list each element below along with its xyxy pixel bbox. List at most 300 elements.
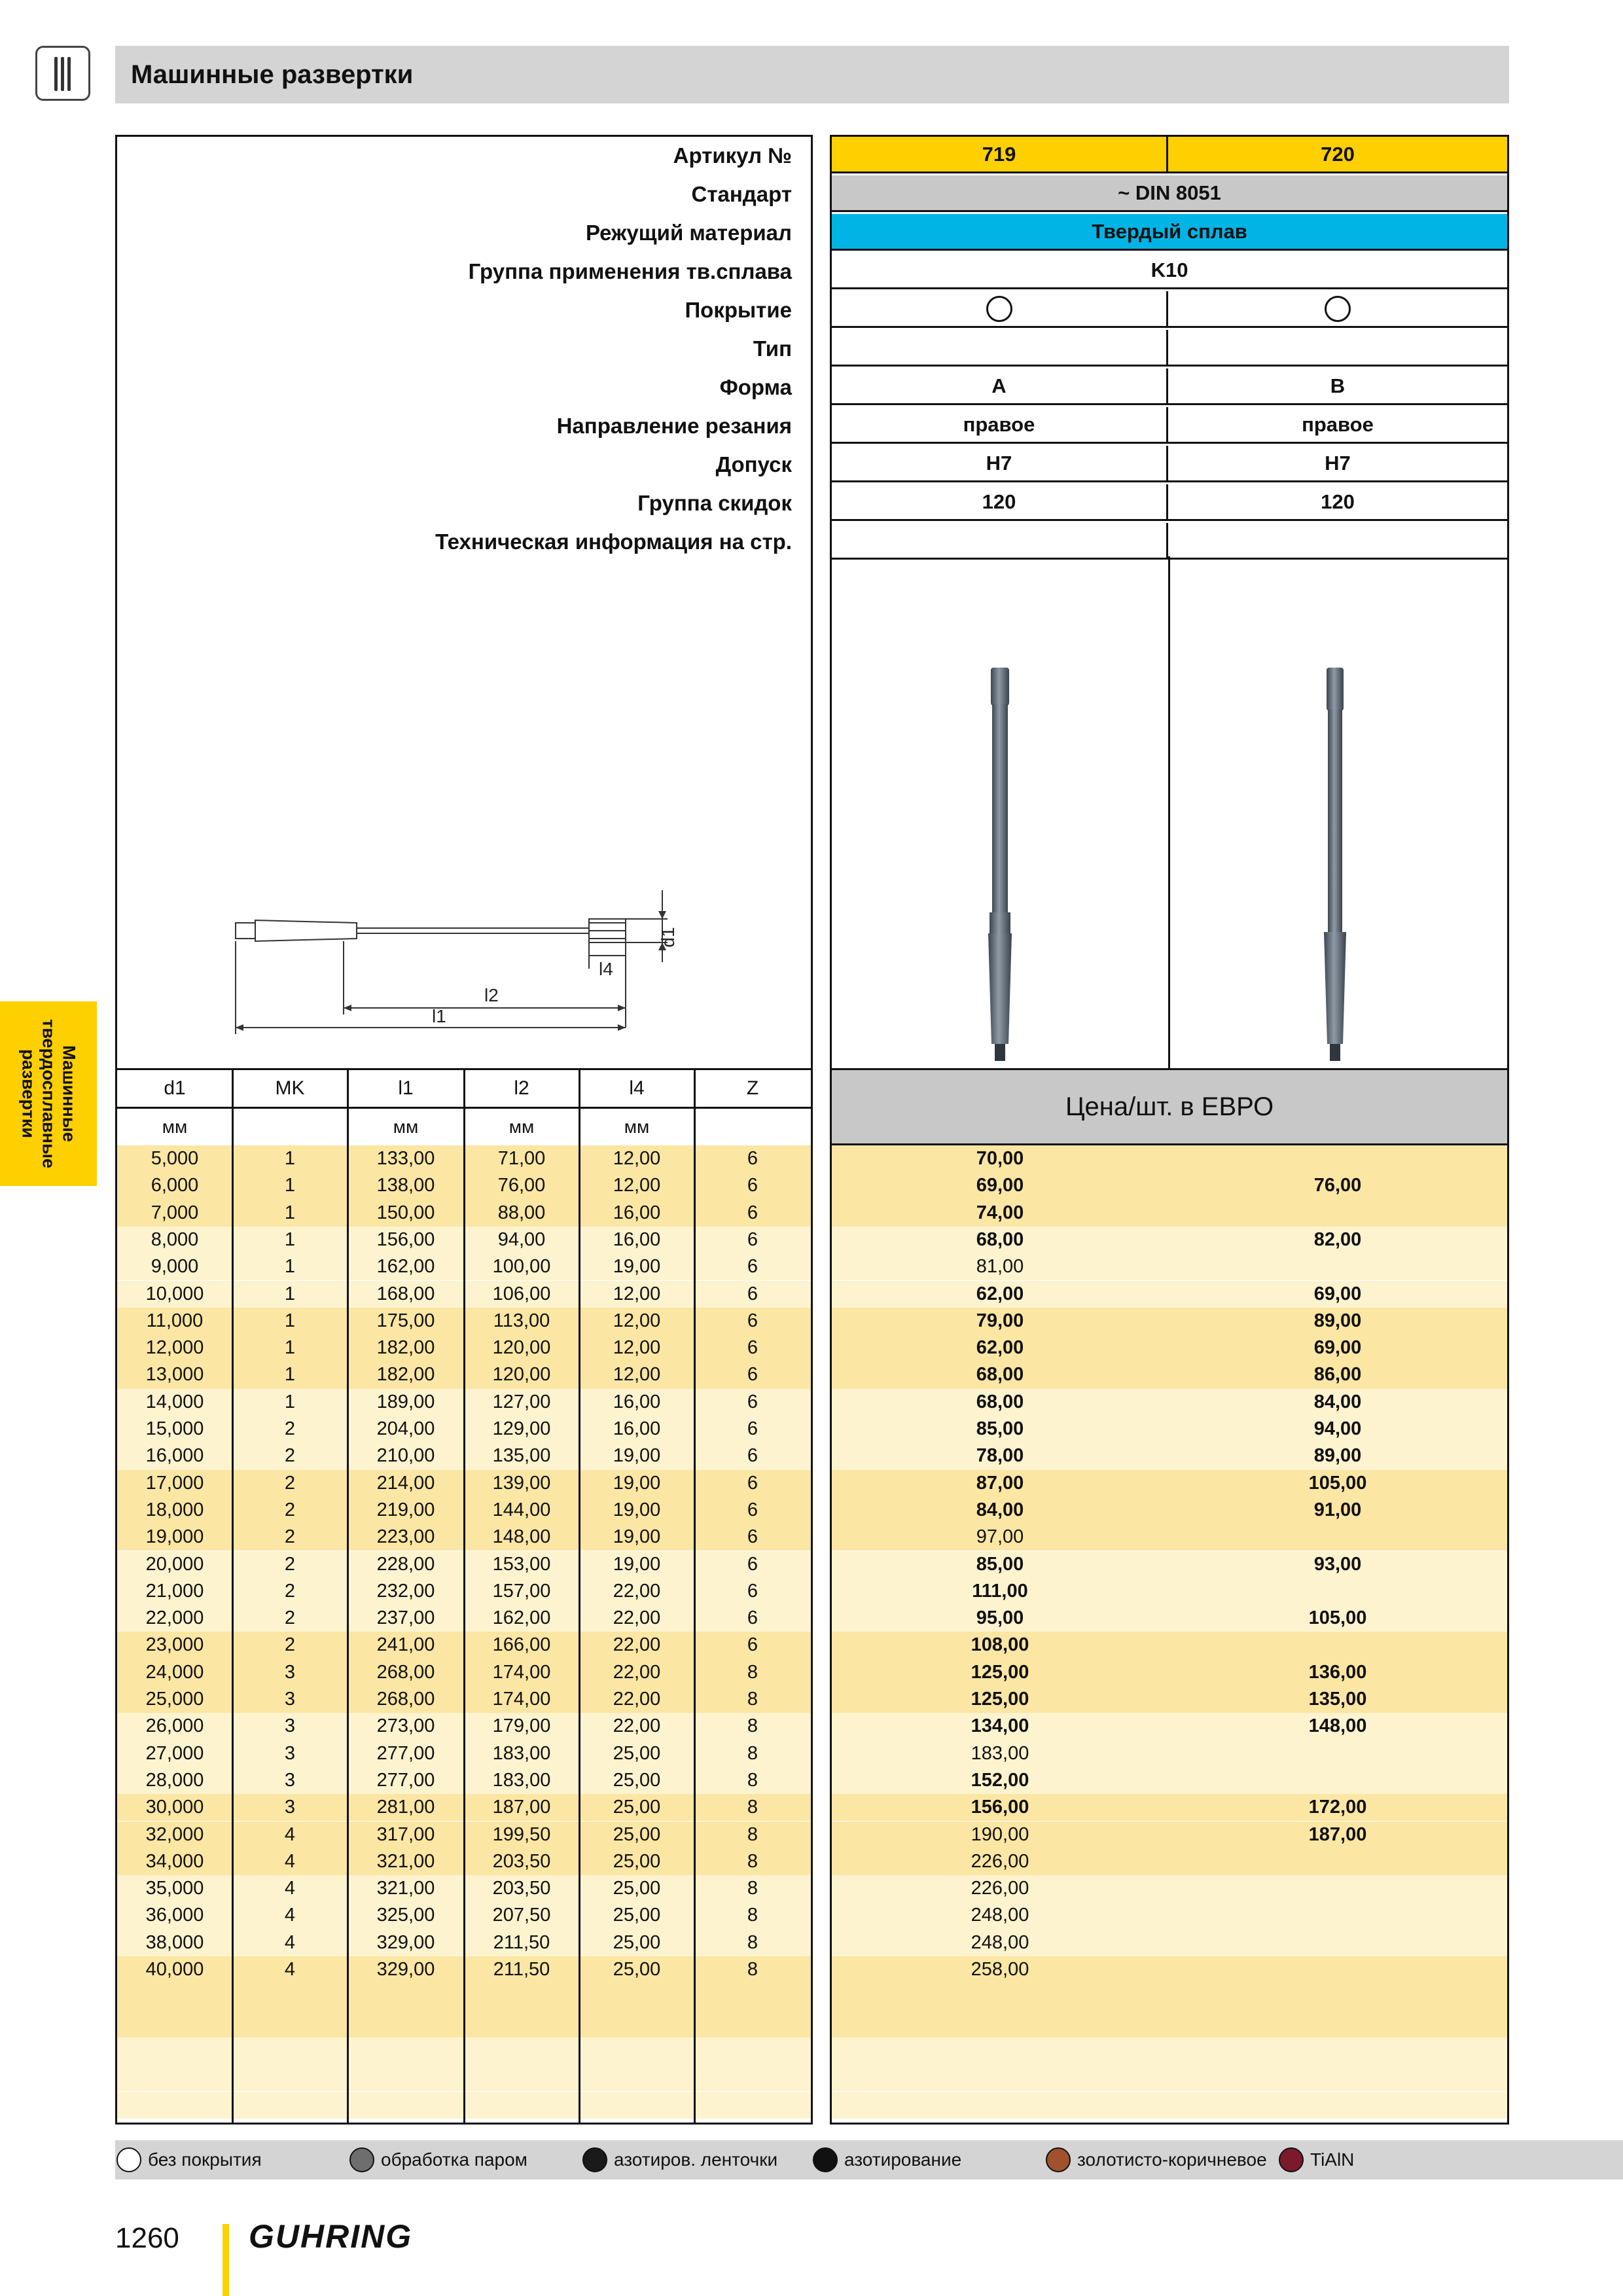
price-row <box>832 1929 1507 1956</box>
price-719: 258,00 <box>971 1959 1029 1980</box>
price-row <box>832 1578 1507 1605</box>
cell-d1: 21,000 <box>145 1580 204 1602</box>
coating-legend <box>115 2140 1623 2179</box>
cell-mk: 1 <box>284 1148 296 1169</box>
cell-l2: 207,50 <box>492 1905 551 1926</box>
cell-l2: 148,00 <box>492 1526 551 1548</box>
cell-d1: 26,000 <box>145 1715 204 1737</box>
cell-l2: 100,00 <box>492 1256 551 1278</box>
cell-z: 6 <box>747 1499 758 1520</box>
column-header: MK <box>275 1077 305 1099</box>
cell-l2: 135,00 <box>492 1445 551 1467</box>
price-row <box>832 1821 1507 1848</box>
cell-z: 6 <box>747 1310 758 1331</box>
cell-l2: 113,00 <box>493 1310 550 1331</box>
cell-z: 6 <box>747 1418 758 1439</box>
price-720 <box>1168 1767 1507 1794</box>
cell-mk: 2 <box>284 1526 296 1548</box>
legend-label: обработка паром <box>381 2149 527 2170</box>
cell-d1: 22,000 <box>145 1607 204 1629</box>
cell-mk: 3 <box>284 1769 296 1791</box>
cell-d1: 34,000 <box>145 1850 204 1872</box>
cell-l2: 203,50 <box>492 1850 551 1872</box>
cell-l4: 19,00 <box>613 1256 661 1278</box>
cell-d1: 18,000 <box>145 1499 204 1520</box>
cell-l4: 25,00 <box>613 1797 661 1818</box>
price-row <box>832 1470 1507 1497</box>
price-719: 85,00 <box>976 1418 1024 1439</box>
price-719: 248,00 <box>971 1905 1029 1926</box>
cell-l4: 12,00 <box>613 1310 661 1331</box>
material-value: Твердый сплав <box>1092 219 1247 243</box>
price-row <box>832 1983 1507 2010</box>
price-719: 68,00 <box>976 1391 1024 1412</box>
cell-z: 6 <box>747 1391 758 1412</box>
cell-l4: 22,00 <box>613 1580 661 1602</box>
cell-l1: 321,00 <box>376 1878 435 1899</box>
cell-l2: 179,00 <box>492 1715 551 1737</box>
cell-mk: 1 <box>284 1256 296 1278</box>
spec-label: Допуск <box>715 452 792 476</box>
cell-l1: 268,00 <box>376 1689 435 1710</box>
price-719: 125,00 <box>971 1689 1029 1710</box>
spec-label: Стандарт <box>691 182 792 206</box>
column-header: l4 <box>629 1077 645 1099</box>
cell-l4: 25,00 <box>613 1959 661 1980</box>
price-720: 89,00 <box>1313 1310 1362 1331</box>
cell-mk: 3 <box>284 1661 296 1683</box>
discount-row <box>832 484 1507 521</box>
cell-mk: 3 <box>284 1742 296 1764</box>
price-row <box>832 1308 1507 1335</box>
cell-z: 6 <box>747 1580 758 1602</box>
price-row <box>832 1524 1507 1551</box>
cell-d1: 7,000 <box>151 1202 199 1223</box>
cell-l1: 273,00 <box>376 1715 435 1737</box>
cell-z: 8 <box>747 1878 758 1899</box>
price-720 <box>1168 1578 1507 1605</box>
cell-l1: 237,00 <box>376 1607 435 1629</box>
uncoated-circle-icon <box>986 296 1012 322</box>
cell-l1: 210,00 <box>376 1445 435 1467</box>
cell-mk: 1 <box>284 1391 296 1412</box>
cell-mk: 2 <box>284 1472 296 1494</box>
price-720 <box>1168 1632 1507 1659</box>
cell-z: 6 <box>747 1364 758 1386</box>
price-720: 172,00 <box>1308 1797 1367 1818</box>
cell-l4: 12,00 <box>613 1148 661 1169</box>
material-row <box>832 214 1507 251</box>
price-row <box>832 1361 1507 1388</box>
cell-l1: 168,00 <box>376 1283 435 1304</box>
cell-l1: 162,00 <box>376 1256 435 1278</box>
price-row <box>832 1794 1507 1821</box>
spec-label: Покрытие <box>685 298 792 322</box>
cell-d1: 5,000 <box>151 1148 199 1169</box>
cell-z: 6 <box>747 1607 758 1629</box>
price-719: 78,00 <box>976 1445 1024 1467</box>
cell-d1: 38,000 <box>145 1931 204 1953</box>
price-719: 183,00 <box>971 1742 1029 1764</box>
price-719: 95,00 <box>976 1607 1024 1629</box>
cell-mk: 3 <box>284 1689 296 1710</box>
cell-l1: 281,00 <box>376 1797 435 1818</box>
cell-d1: 19,000 <box>145 1526 204 1548</box>
cell-l1: 329,00 <box>376 1959 435 1980</box>
cell-l4: 19,00 <box>613 1445 661 1467</box>
legend-label: без покрытия <box>148 2149 262 2170</box>
cell-z: 6 <box>747 1337 758 1359</box>
cell-d1: 40,000 <box>145 1959 204 1980</box>
cell-z: 6 <box>747 1148 758 1169</box>
page-title: Машинные развертки <box>131 60 414 89</box>
cell-mk: 4 <box>284 1823 296 1845</box>
cell-l2: 106,00 <box>492 1283 551 1304</box>
spec-label: Артикул № <box>673 143 792 168</box>
spec-label: Техническая информация на стр. <box>435 529 792 554</box>
price-row <box>832 1659 1507 1686</box>
cell-l2: 211,50 <box>493 1931 550 1953</box>
reamer-dimension-diagram <box>223 877 707 1047</box>
cell-l2: 203,50 <box>492 1878 551 1899</box>
cell-z: 6 <box>747 1229 758 1250</box>
cell-d1: 12,000 <box>145 1337 204 1359</box>
spec-label: Форма <box>719 375 792 399</box>
column-unit: мм <box>508 1116 535 1137</box>
cell-z: 8 <box>747 1850 758 1872</box>
tech-info-row <box>832 523 1507 560</box>
cell-d1: 20,000 <box>145 1553 204 1575</box>
price-header: Цена/шт. в ЕВРО <box>832 1068 1507 1145</box>
cell-l1: 214,00 <box>376 1472 435 1494</box>
cell-l2: 183,00 <box>492 1742 551 1764</box>
cell-l4: 22,00 <box>613 1661 661 1683</box>
price-719: 248,00 <box>971 1931 1029 1953</box>
cell-l4: 22,00 <box>613 1715 661 1737</box>
cell-l4: 25,00 <box>613 1742 661 1764</box>
cell-l4: 12,00 <box>613 1364 661 1386</box>
price-719: 62,00 <box>976 1337 1024 1359</box>
coating-row <box>832 291 1507 328</box>
cell-d1: 17,000 <box>145 1472 204 1494</box>
cell-d1: 13,000 <box>145 1364 204 1386</box>
price-720: 135,00 <box>1308 1689 1367 1710</box>
cell-d1: 27,000 <box>145 1742 204 1764</box>
cell-l4: 25,00 <box>613 1931 661 1953</box>
cell-d1: 35,000 <box>145 1878 204 1899</box>
cell-l2: 187,00 <box>492 1797 551 1818</box>
price-720 <box>1168 1956 1507 1983</box>
nitrided-icon <box>813 2147 838 2172</box>
cell-l1: 228,00 <box>376 1553 435 1575</box>
nitrided-lands-icon <box>582 2147 607 2172</box>
price-720: 89,00 <box>1313 1445 1362 1467</box>
cell-d1: 10,000 <box>145 1283 204 1304</box>
cell-l4: 12,00 <box>613 1283 661 1304</box>
side-tab-label: Машинные твердосплавные развертки <box>18 1018 79 1169</box>
uncoated-circle-icon <box>1325 296 1351 322</box>
cell-z: 8 <box>747 1797 758 1818</box>
price-row <box>832 1200 1507 1227</box>
section-side-tab <box>0 1001 97 1186</box>
price-719: 156,00 <box>971 1797 1029 1818</box>
discount-value-1: 120 <box>832 484 1168 519</box>
cell-l2: 174,00 <box>492 1661 551 1683</box>
page-number: 1260 <box>115 2222 179 2254</box>
price-719: 70,00 <box>976 1148 1024 1169</box>
cell-l2: 76,00 <box>497 1175 546 1196</box>
article-row <box>832 137 1507 173</box>
legend-label: золотисто-коричневое <box>1077 2149 1267 2170</box>
price-719: 97,00 <box>976 1526 1024 1548</box>
price-row <box>832 2092 1507 2119</box>
cell-mk: 3 <box>284 1715 296 1737</box>
price-719: 152,00 <box>971 1769 1029 1791</box>
reamer-form-a-image <box>988 668 1012 1061</box>
price-row <box>832 1443 1507 1469</box>
cell-l2: 88,00 <box>497 1202 546 1223</box>
price-720 <box>1168 1929 1507 1956</box>
column-header: l1 <box>398 1077 414 1099</box>
cell-l4: 22,00 <box>613 1607 661 1629</box>
cell-l1: 325,00 <box>376 1905 435 1926</box>
cell-z: 6 <box>747 1202 758 1223</box>
cell-l4: 12,00 <box>613 1337 661 1359</box>
column-unit: мм <box>624 1116 650 1137</box>
column-header: d1 <box>164 1077 186 1099</box>
price-720: 94,00 <box>1313 1418 1362 1439</box>
price-row <box>832 1686 1507 1713</box>
form-value-1: A <box>832 368 1168 403</box>
cell-mk: 2 <box>284 1445 296 1467</box>
price-719: 108,00 <box>971 1634 1029 1656</box>
cell-l1: 138,00 <box>376 1175 435 1196</box>
legend-item <box>1279 2140 1354 2179</box>
cell-d1: 25,000 <box>145 1689 204 1710</box>
price-719: 87,00 <box>976 1472 1024 1494</box>
cell-l1: 223,00 <box>376 1526 435 1548</box>
cell-z: 8 <box>747 1715 758 1737</box>
column-unit: мм <box>393 1116 419 1137</box>
cell-l4: 19,00 <box>613 1499 661 1520</box>
cell-z: 6 <box>747 1283 758 1304</box>
cell-l1: 241,00 <box>376 1634 435 1656</box>
price-720 <box>1168 1740 1507 1767</box>
cell-z: 6 <box>747 1553 758 1575</box>
l1-label: l1 <box>432 1006 446 1026</box>
cell-mk: 4 <box>284 1850 296 1872</box>
price-720: 82,00 <box>1313 1229 1362 1250</box>
price-719: 69,00 <box>976 1175 1024 1196</box>
brand-logo: GUHRING <box>249 2218 413 2255</box>
column-header: l2 <box>514 1077 529 1099</box>
group-row <box>832 253 1507 289</box>
cell-mk: 2 <box>284 1553 296 1575</box>
cell-mk: 4 <box>284 1878 296 1899</box>
cell-z: 6 <box>747 1256 758 1278</box>
price-720: 187,00 <box>1308 1823 1367 1845</box>
d1-label: d1 <box>658 927 678 948</box>
cell-mk: 2 <box>284 1418 296 1439</box>
spec-label: Тип <box>753 336 792 361</box>
cell-l1: 189,00 <box>376 1391 435 1412</box>
cell-d1: 11,000 <box>146 1310 204 1331</box>
price-row <box>832 1713 1507 1740</box>
cell-z: 8 <box>747 1823 758 1845</box>
price-row <box>832 1172 1507 1199</box>
cell-l2: 139,00 <box>492 1472 551 1494</box>
cell-mk: 3 <box>284 1797 296 1818</box>
cell-mk: 1 <box>284 1364 296 1386</box>
price-row <box>832 1335 1507 1361</box>
legend-item <box>349 2140 527 2179</box>
cell-d1: 28,000 <box>145 1769 204 1791</box>
cell-l1: 133,00 <box>376 1148 435 1169</box>
price-row <box>832 1281 1507 1308</box>
cell-z: 8 <box>747 1661 758 1683</box>
cell-l4: 19,00 <box>613 1526 661 1548</box>
price-720: 93,00 <box>1313 1553 1362 1575</box>
cell-mk: 4 <box>284 1931 296 1953</box>
cell-l2: 120,00 <box>492 1364 551 1386</box>
standard-row <box>832 175 1507 212</box>
cell-l2: 166,00 <box>492 1634 551 1656</box>
spec-label: Направление резания <box>556 414 792 438</box>
price-720 <box>1168 1253 1507 1280</box>
price-720: 136,00 <box>1308 1661 1367 1683</box>
price-720 <box>1168 1902 1507 1929</box>
cell-l4: 25,00 <box>613 1905 661 1926</box>
cell-mk: 2 <box>284 1499 296 1520</box>
price-720: 91,00 <box>1313 1499 1362 1520</box>
cell-mk: 2 <box>284 1607 296 1629</box>
column-unit <box>694 1108 811 1145</box>
price-719: 85,00 <box>976 1553 1024 1575</box>
cell-d1: 15,000 <box>145 1418 204 1439</box>
cell-l2: 211,50 <box>493 1959 550 1980</box>
tolerance-value-1: H7 <box>832 446 1168 480</box>
type-row <box>832 330 1507 367</box>
cell-d1: 16,000 <box>145 1445 204 1467</box>
cell-d1: 14,000 <box>145 1391 204 1412</box>
cell-l4: 16,00 <box>613 1391 661 1412</box>
cell-d1: 23,000 <box>145 1634 204 1656</box>
product-image-area <box>832 556 1507 1068</box>
cell-l2: 127,00 <box>492 1391 551 1412</box>
cell-z: 8 <box>747 1959 758 1980</box>
cell-l1: 277,00 <box>376 1769 435 1791</box>
cell-z: 8 <box>747 1769 758 1791</box>
column-unit: мм <box>162 1116 188 1137</box>
spec-label: Группа скидок <box>637 491 792 515</box>
uncoated-icon <box>116 2147 141 2172</box>
price-row <box>832 1551 1507 1578</box>
price-719: 134,00 <box>971 1715 1029 1737</box>
cell-z: 6 <box>747 1526 758 1548</box>
header-bar <box>115 46 1509 103</box>
price-row <box>832 1848 1507 1875</box>
l2-label: l2 <box>484 985 499 1005</box>
reamer-form-b-image <box>1324 668 1346 1061</box>
column-header: Z <box>746 1077 759 1099</box>
price-row <box>832 2011 1507 2037</box>
price-720: 69,00 <box>1313 1337 1362 1359</box>
price-719: 226,00 <box>971 1878 1029 1899</box>
cell-mk: 1 <box>284 1283 296 1304</box>
price-720 <box>1168 1200 1507 1227</box>
price-row <box>832 1875 1507 1902</box>
cell-l2: 94,00 <box>497 1229 546 1250</box>
brand-accent-bar <box>223 2224 229 2296</box>
price-row <box>832 1902 1507 1929</box>
spec-label: Группа применения тв.сплава <box>468 259 792 283</box>
price-row <box>832 2064 1507 2091</box>
price-719: 68,00 <box>976 1364 1024 1386</box>
cell-l4: 25,00 <box>613 1878 661 1899</box>
price-720: 105,00 <box>1308 1472 1367 1494</box>
price-720 <box>1168 1145 1507 1172</box>
cell-l1: 182,00 <box>376 1337 435 1359</box>
standard-value: ~ DIN 8051 <box>1118 181 1221 204</box>
cell-l4: 25,00 <box>613 1823 661 1845</box>
cell-mk: 1 <box>284 1175 296 1196</box>
cell-l1: 317,00 <box>376 1823 435 1845</box>
l4-label: l4 <box>599 959 613 979</box>
cell-l2: 157,00 <box>492 1580 551 1602</box>
price-719: 84,00 <box>976 1499 1024 1520</box>
cell-l1: 321,00 <box>376 1850 435 1872</box>
form-row <box>832 368 1507 405</box>
cell-l4: 25,00 <box>613 1850 661 1872</box>
cell-d1: 32,000 <box>145 1823 204 1845</box>
cell-z: 6 <box>747 1634 758 1656</box>
legend-label: азотирование <box>844 2149 962 2170</box>
cell-l1: 175,00 <box>376 1310 435 1331</box>
cell-l4: 19,00 <box>613 1472 661 1494</box>
cell-mk: 1 <box>284 1337 296 1359</box>
cell-d1: 6,000 <box>151 1175 199 1196</box>
cell-z: 8 <box>747 1742 758 1764</box>
price-720: 148,00 <box>1308 1715 1367 1737</box>
price-row <box>832 1227 1507 1253</box>
legend-label: TiAlN <box>1310 2149 1355 2170</box>
price-row <box>832 1767 1507 1794</box>
cell-l2: 199,50 <box>492 1823 551 1845</box>
catalog-section-icon <box>35 46 90 101</box>
cell-l2: 71,00 <box>497 1148 546 1169</box>
legend-item <box>582 2140 777 2179</box>
form-value-2: B <box>1330 374 1346 397</box>
cell-l1: 219,00 <box>376 1499 435 1520</box>
price-row <box>832 1145 1507 1172</box>
price-720: 105,00 <box>1308 1607 1367 1629</box>
price-719: 81,00 <box>976 1256 1024 1278</box>
price-719: 125,00 <box>971 1661 1029 1683</box>
price-row <box>832 1632 1507 1659</box>
cell-l4: 19,00 <box>613 1553 661 1575</box>
price-720 <box>1168 1875 1507 1902</box>
cell-z: 8 <box>747 1689 758 1710</box>
cell-l2: 174,00 <box>492 1689 551 1710</box>
price-row <box>832 2037 1507 2064</box>
price-720: 84,00 <box>1313 1391 1362 1412</box>
cell-mk: 4 <box>284 1959 296 1980</box>
price-row <box>832 1253 1507 1280</box>
cell-l2: 129,00 <box>492 1418 551 1439</box>
cell-mk: 2 <box>284 1580 296 1602</box>
discount-value-2: 120 <box>1321 490 1355 513</box>
cell-d1: 24,000 <box>145 1661 204 1683</box>
